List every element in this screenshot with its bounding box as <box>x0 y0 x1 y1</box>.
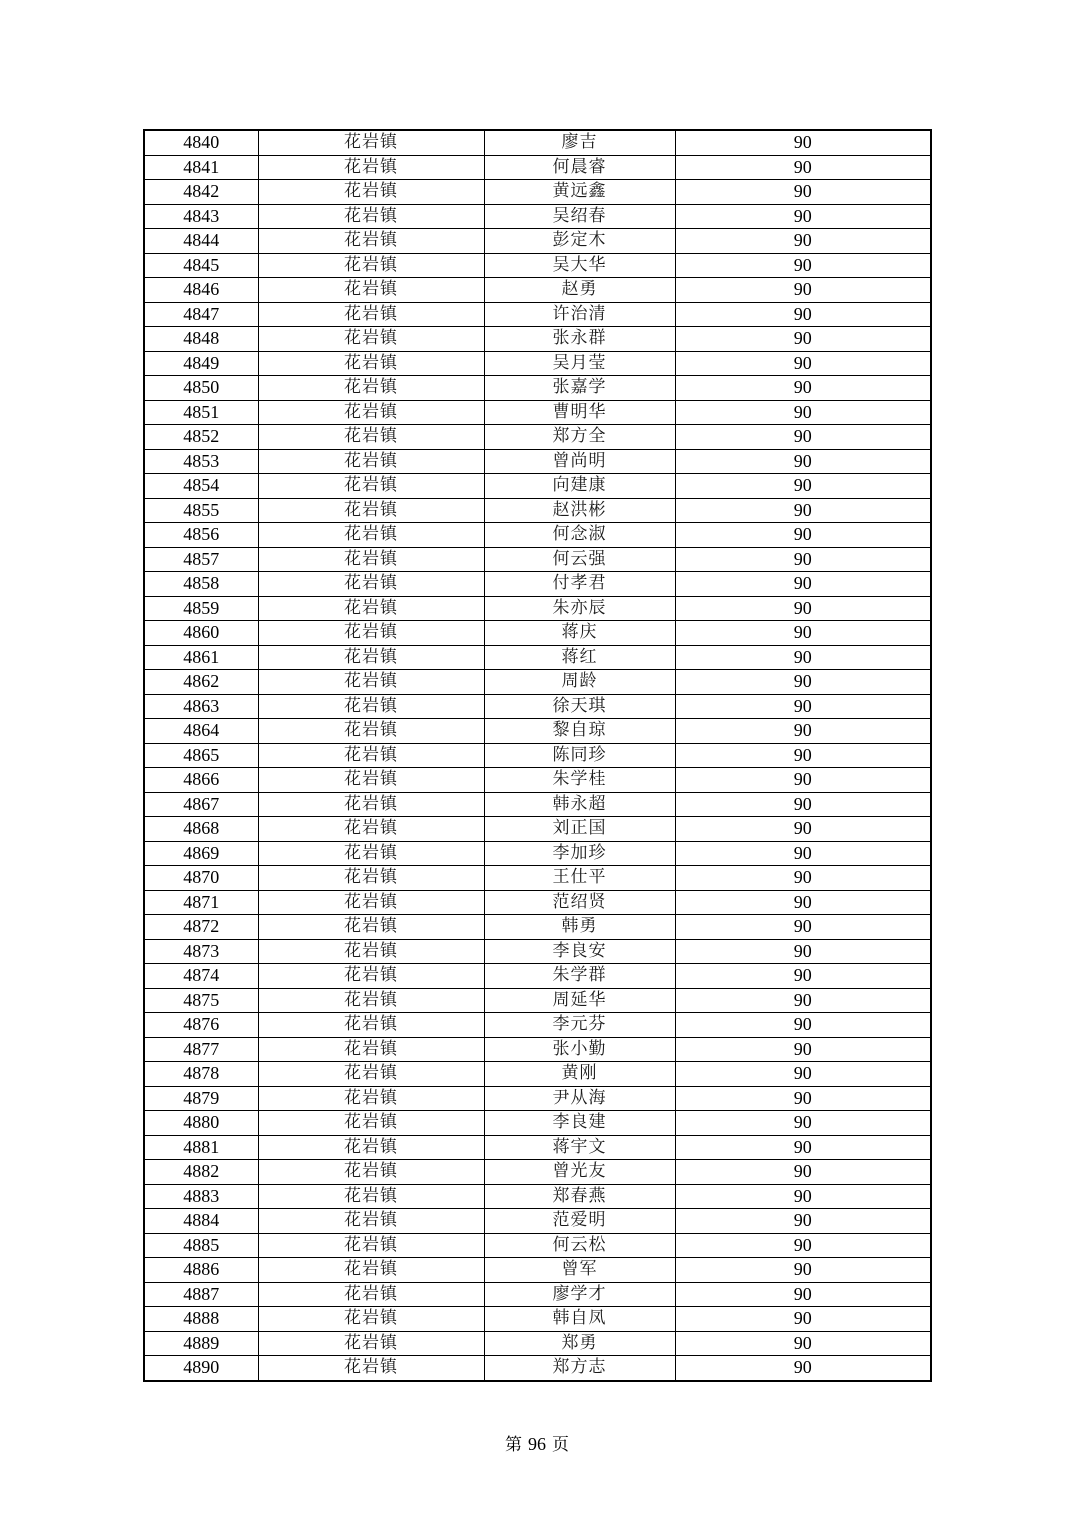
data-table <box>143 129 932 1382</box>
cell-town: 花岩镇 <box>258 817 484 842</box>
cell-score: 90 <box>675 327 931 352</box>
table-row <box>144 817 931 842</box>
cell-number: 4887 <box>144 1282 258 1307</box>
cell-town: 花岩镇 <box>258 130 484 155</box>
cell-name: 曹明华 <box>484 400 675 425</box>
table-row <box>144 621 931 646</box>
table-row <box>144 351 931 376</box>
cell-number: 4840 <box>144 130 258 155</box>
cell-town: 花岩镇 <box>258 180 484 205</box>
cell-number: 4848 <box>144 327 258 352</box>
table-row <box>144 1307 931 1332</box>
cell-name: 曾尚明 <box>484 449 675 474</box>
cell-number: 4853 <box>144 449 258 474</box>
table-row <box>144 253 931 278</box>
cell-name: 蒋宇文 <box>484 1135 675 1160</box>
cell-town: 花岩镇 <box>258 670 484 695</box>
cell-name: 李加珍 <box>484 841 675 866</box>
cell-number: 4844 <box>144 229 258 254</box>
cell-name: 黎自琼 <box>484 719 675 744</box>
cell-score: 90 <box>675 351 931 376</box>
cell-name: 王仕平 <box>484 866 675 891</box>
cell-score: 90 <box>675 621 931 646</box>
cell-town: 花岩镇 <box>258 792 484 817</box>
cell-score: 90 <box>675 449 931 474</box>
table-row <box>144 229 931 254</box>
cell-score: 90 <box>675 1233 931 1258</box>
cell-score: 90 <box>675 915 931 940</box>
cell-town: 花岩镇 <box>258 547 484 572</box>
cell-score: 90 <box>675 376 931 401</box>
cell-town: 花岩镇 <box>258 327 484 352</box>
cell-town: 花岩镇 <box>258 915 484 940</box>
cell-score: 90 <box>675 1331 931 1356</box>
cell-score: 90 <box>675 572 931 597</box>
table-row <box>144 327 931 352</box>
cell-score: 90 <box>675 1184 931 1209</box>
cell-town: 花岩镇 <box>258 155 484 180</box>
cell-name: 张小勤 <box>484 1037 675 1062</box>
cell-score: 90 <box>675 866 931 891</box>
cell-town: 花岩镇 <box>258 474 484 499</box>
cell-name: 何云强 <box>484 547 675 572</box>
table-row <box>144 792 931 817</box>
table-row <box>144 596 931 621</box>
cell-town: 花岩镇 <box>258 964 484 989</box>
table-row <box>144 939 931 964</box>
cell-name: 吴大华 <box>484 253 675 278</box>
cell-name: 廖吉 <box>484 130 675 155</box>
cell-name: 向建康 <box>484 474 675 499</box>
cell-score: 90 <box>675 645 931 670</box>
cell-town: 花岩镇 <box>258 572 484 597</box>
table-row <box>144 890 931 915</box>
cell-number: 4874 <box>144 964 258 989</box>
cell-town: 花岩镇 <box>258 400 484 425</box>
cell-score: 90 <box>675 694 931 719</box>
table-row <box>144 1111 931 1136</box>
cell-town: 花岩镇 <box>258 1307 484 1332</box>
cell-score: 90 <box>675 1209 931 1234</box>
cell-name: 朱学群 <box>484 964 675 989</box>
cell-name: 付孝君 <box>484 572 675 597</box>
cell-name: 周延华 <box>484 988 675 1013</box>
cell-score: 90 <box>675 1062 931 1087</box>
cell-score: 90 <box>675 130 931 155</box>
page-number: 96 <box>528 1434 546 1454</box>
cell-number: 4858 <box>144 572 258 597</box>
cell-town: 花岩镇 <box>258 1258 484 1283</box>
cell-score: 90 <box>675 768 931 793</box>
cell-number: 4877 <box>144 1037 258 1062</box>
table-row <box>144 670 931 695</box>
cell-town: 花岩镇 <box>258 1282 484 1307</box>
cell-number: 4842 <box>144 180 258 205</box>
cell-town: 花岩镇 <box>258 498 484 523</box>
cell-town: 花岩镇 <box>258 939 484 964</box>
cell-name: 范绍贤 <box>484 890 675 915</box>
cell-score: 90 <box>675 180 931 205</box>
cell-number: 4872 <box>144 915 258 940</box>
cell-town: 花岩镇 <box>258 449 484 474</box>
cell-name: 朱学桂 <box>484 768 675 793</box>
cell-score: 90 <box>675 155 931 180</box>
table-row <box>144 474 931 499</box>
cell-name: 郑方全 <box>484 425 675 450</box>
table-body <box>144 130 931 1381</box>
cell-score: 90 <box>675 302 931 327</box>
cell-score: 90 <box>675 1258 931 1283</box>
cell-number: 4879 <box>144 1086 258 1111</box>
cell-town: 花岩镇 <box>258 988 484 1013</box>
cell-name: 何云松 <box>484 1233 675 1258</box>
cell-name: 黄远鑫 <box>484 180 675 205</box>
cell-number: 4881 <box>144 1135 258 1160</box>
cell-score: 90 <box>675 547 931 572</box>
table-row <box>144 523 931 548</box>
page-footer <box>0 1430 1074 1455</box>
table-row <box>144 1160 931 1185</box>
cell-name: 张嘉学 <box>484 376 675 401</box>
cell-score: 90 <box>675 890 931 915</box>
cell-score: 90 <box>675 792 931 817</box>
cell-score: 90 <box>675 1111 931 1136</box>
cell-score: 90 <box>675 670 931 695</box>
cell-name: 曾军 <box>484 1258 675 1283</box>
cell-town: 花岩镇 <box>258 596 484 621</box>
cell-town: 花岩镇 <box>258 1160 484 1185</box>
cell-number: 4878 <box>144 1062 258 1087</box>
cell-name: 李良建 <box>484 1111 675 1136</box>
cell-name: 赵勇 <box>484 278 675 303</box>
cell-town: 花岩镇 <box>258 768 484 793</box>
cell-number: 4873 <box>144 939 258 964</box>
cell-name: 张永群 <box>484 327 675 352</box>
cell-name: 陈同珍 <box>484 743 675 768</box>
table-row <box>144 694 931 719</box>
table-row <box>144 768 931 793</box>
cell-name: 廖学才 <box>484 1282 675 1307</box>
cell-number: 4880 <box>144 1111 258 1136</box>
cell-score: 90 <box>675 400 931 425</box>
table-row <box>144 719 931 744</box>
cell-name: 彭定木 <box>484 229 675 254</box>
cell-town: 花岩镇 <box>258 1356 484 1381</box>
cell-number: 4850 <box>144 376 258 401</box>
cell-name: 徐天琪 <box>484 694 675 719</box>
cell-number: 4851 <box>144 400 258 425</box>
page-suffix: 页 <box>552 1435 569 1455</box>
cell-score: 90 <box>675 939 931 964</box>
cell-number: 4875 <box>144 988 258 1013</box>
cell-score: 90 <box>675 596 931 621</box>
table-row <box>144 866 931 891</box>
cell-name: 尹从海 <box>484 1086 675 1111</box>
cell-name: 韩自凤 <box>484 1307 675 1332</box>
cell-town: 花岩镇 <box>258 694 484 719</box>
cell-score: 90 <box>675 817 931 842</box>
cell-town: 花岩镇 <box>258 229 484 254</box>
cell-name: 许治清 <box>484 302 675 327</box>
cell-name: 韩勇 <box>484 915 675 940</box>
table-row <box>144 1356 931 1381</box>
cell-name: 周龄 <box>484 670 675 695</box>
table-row <box>144 1258 931 1283</box>
table-row <box>144 155 931 180</box>
table-row <box>144 1233 931 1258</box>
cell-number: 4860 <box>144 621 258 646</box>
cell-score: 90 <box>675 841 931 866</box>
cell-town: 花岩镇 <box>258 425 484 450</box>
cell-number: 4889 <box>144 1331 258 1356</box>
cell-name: 李良安 <box>484 939 675 964</box>
cell-score: 90 <box>675 498 931 523</box>
table-row <box>144 180 931 205</box>
cell-number: 4865 <box>144 743 258 768</box>
table-row <box>144 1282 931 1307</box>
table-row <box>144 1331 931 1356</box>
cell-score: 90 <box>675 474 931 499</box>
cell-score: 90 <box>675 204 931 229</box>
table-row <box>144 645 931 670</box>
cell-number: 4843 <box>144 204 258 229</box>
cell-number: 4869 <box>144 841 258 866</box>
cell-number: 4885 <box>144 1233 258 1258</box>
cell-number: 4859 <box>144 596 258 621</box>
cell-number: 4876 <box>144 1013 258 1038</box>
cell-town: 花岩镇 <box>258 1013 484 1038</box>
table-row <box>144 376 931 401</box>
cell-number: 4857 <box>144 547 258 572</box>
cell-name: 黄刚 <box>484 1062 675 1087</box>
table-row <box>144 964 931 989</box>
cell-score: 90 <box>675 1135 931 1160</box>
page-prefix: 第 <box>505 1435 522 1455</box>
cell-name: 郑春燕 <box>484 1184 675 1209</box>
cell-town: 花岩镇 <box>258 841 484 866</box>
cell-name: 曾光友 <box>484 1160 675 1185</box>
cell-score: 90 <box>675 1086 931 1111</box>
cell-town: 花岩镇 <box>258 1135 484 1160</box>
table-row <box>144 841 931 866</box>
table-row <box>144 1086 931 1111</box>
cell-town: 花岩镇 <box>258 1037 484 1062</box>
cell-score: 90 <box>675 1160 931 1185</box>
table-row <box>144 425 931 450</box>
cell-name: 郑勇 <box>484 1331 675 1356</box>
cell-town: 花岩镇 <box>258 1062 484 1087</box>
cell-town: 花岩镇 <box>258 351 484 376</box>
table-row <box>144 1135 931 1160</box>
table-row <box>144 1184 931 1209</box>
cell-number: 4846 <box>144 278 258 303</box>
table-row <box>144 1037 931 1062</box>
cell-score: 90 <box>675 988 931 1013</box>
cell-name: 蒋红 <box>484 645 675 670</box>
table-row <box>144 988 931 1013</box>
table-row <box>144 302 931 327</box>
cell-number: 4890 <box>144 1356 258 1381</box>
cell-town: 花岩镇 <box>258 743 484 768</box>
cell-town: 花岩镇 <box>258 253 484 278</box>
cell-name: 何念淑 <box>484 523 675 548</box>
cell-number: 4855 <box>144 498 258 523</box>
cell-town: 花岩镇 <box>258 523 484 548</box>
cell-town: 花岩镇 <box>258 1184 484 1209</box>
cell-number: 4884 <box>144 1209 258 1234</box>
cell-number: 4882 <box>144 1160 258 1185</box>
table-row <box>144 400 931 425</box>
cell-score: 90 <box>675 229 931 254</box>
table-row <box>144 449 931 474</box>
cell-score: 90 <box>675 1282 931 1307</box>
table-row <box>144 204 931 229</box>
cell-score: 90 <box>675 743 931 768</box>
cell-town: 花岩镇 <box>258 204 484 229</box>
cell-number: 4867 <box>144 792 258 817</box>
cell-score: 90 <box>675 278 931 303</box>
table-row <box>144 547 931 572</box>
cell-number: 4883 <box>144 1184 258 1209</box>
cell-town: 花岩镇 <box>258 376 484 401</box>
cell-name: 范爱明 <box>484 1209 675 1234</box>
cell-name: 赵洪彬 <box>484 498 675 523</box>
cell-number: 4847 <box>144 302 258 327</box>
cell-town: 花岩镇 <box>258 866 484 891</box>
cell-number: 4861 <box>144 645 258 670</box>
cell-score: 90 <box>675 1013 931 1038</box>
cell-number: 4849 <box>144 351 258 376</box>
cell-number: 4870 <box>144 866 258 891</box>
cell-town: 花岩镇 <box>258 1233 484 1258</box>
cell-number: 4863 <box>144 694 258 719</box>
table-row <box>144 572 931 597</box>
table-row <box>144 498 931 523</box>
cell-score: 90 <box>675 523 931 548</box>
cell-score: 90 <box>675 1037 931 1062</box>
table-row <box>144 130 931 155</box>
table-row <box>144 1062 931 1087</box>
cell-town: 花岩镇 <box>258 1086 484 1111</box>
cell-score: 90 <box>675 964 931 989</box>
cell-town: 花岩镇 <box>258 890 484 915</box>
table-row <box>144 1209 931 1234</box>
table-row <box>144 278 931 303</box>
cell-score: 90 <box>675 253 931 278</box>
table-row <box>144 915 931 940</box>
cell-number: 4864 <box>144 719 258 744</box>
table-row <box>144 1013 931 1038</box>
cell-name: 吴绍春 <box>484 204 675 229</box>
cell-name: 刘正国 <box>484 817 675 842</box>
cell-score: 90 <box>675 1356 931 1381</box>
cell-name: 朱亦辰 <box>484 596 675 621</box>
cell-town: 花岩镇 <box>258 1331 484 1356</box>
cell-number: 4841 <box>144 155 258 180</box>
cell-name: 吴月莹 <box>484 351 675 376</box>
cell-score: 90 <box>675 719 931 744</box>
cell-number: 4888 <box>144 1307 258 1332</box>
cell-town: 花岩镇 <box>258 278 484 303</box>
cell-number: 4862 <box>144 670 258 695</box>
cell-number: 4852 <box>144 425 258 450</box>
cell-name: 韩永超 <box>484 792 675 817</box>
cell-town: 花岩镇 <box>258 645 484 670</box>
cell-name: 蒋庆 <box>484 621 675 646</box>
cell-town: 花岩镇 <box>258 1111 484 1136</box>
cell-name: 郑方志 <box>484 1356 675 1381</box>
table-row <box>144 743 931 768</box>
cell-name: 何晨睿 <box>484 155 675 180</box>
cell-town: 花岩镇 <box>258 719 484 744</box>
cell-number: 4871 <box>144 890 258 915</box>
cell-number: 4856 <box>144 523 258 548</box>
cell-number: 4866 <box>144 768 258 793</box>
cell-town: 花岩镇 <box>258 621 484 646</box>
cell-score: 90 <box>675 425 931 450</box>
cell-score: 90 <box>675 1307 931 1332</box>
cell-town: 花岩镇 <box>258 1209 484 1234</box>
cell-number: 4886 <box>144 1258 258 1283</box>
cell-number: 4854 <box>144 474 258 499</box>
cell-number: 4868 <box>144 817 258 842</box>
cell-town: 花岩镇 <box>258 302 484 327</box>
cell-name: 李元芬 <box>484 1013 675 1038</box>
cell-number: 4845 <box>144 253 258 278</box>
